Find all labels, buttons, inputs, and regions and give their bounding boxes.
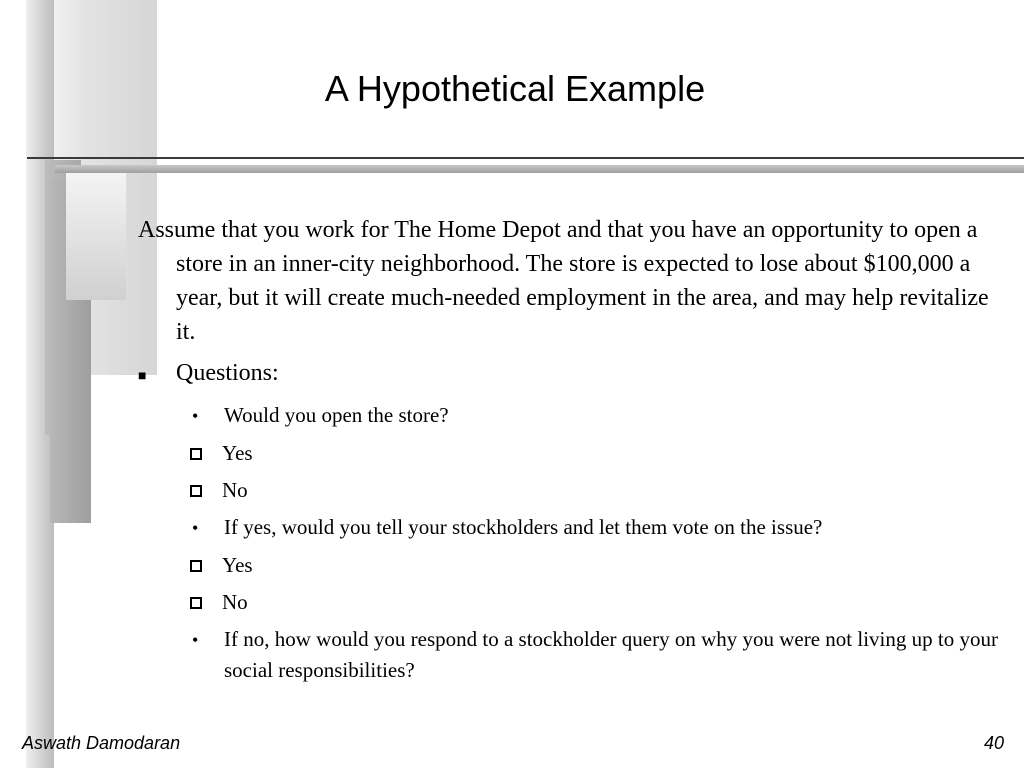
dot-bullet-icon: • <box>192 518 199 538</box>
option-text: Yes <box>222 441 253 465</box>
slide-title: A Hypothetical Example <box>324 68 706 109</box>
checkbox-icon <box>190 485 202 497</box>
option-text: No <box>222 590 248 614</box>
option-text: No <box>222 478 248 502</box>
list-item <box>190 550 998 581</box>
title-divider <box>27 157 1024 159</box>
dot-bullet-icon: • <box>192 630 199 650</box>
checkbox-icon <box>190 448 202 460</box>
list-item <box>190 512 998 544</box>
question-text: Would you open the store? <box>224 403 449 427</box>
slide-body <box>138 213 998 686</box>
square-bullet-icon: ■ <box>138 369 147 384</box>
footer-author: Aswath Damodaran <box>22 733 181 753</box>
questions-list <box>138 400 998 686</box>
option-text: Yes <box>222 553 253 577</box>
checkbox-icon <box>190 597 202 609</box>
dot-bullet-icon: • <box>192 406 199 426</box>
checkbox-icon <box>190 560 202 572</box>
list-item <box>190 400 998 432</box>
decor-bar <box>66 170 126 300</box>
list-item <box>190 624 998 686</box>
list-item <box>190 438 998 469</box>
questions-label: Questions: <box>176 360 279 386</box>
intro-paragraph: Assume that you work for The Home Depot and that you have an opportunity to open a store in an inner-city neighborhood. The store is expected to lose about $100,000 a year, but it will create much-needed employment in the area, and may help revitalize it. <box>138 217 989 345</box>
question-text: If no, how would you respond to a stockholder query on why you were not living up to your social responsibilities? <box>224 627 998 682</box>
title-divider-thick <box>55 165 1024 173</box>
page-number: 40 <box>983 733 1004 753</box>
list-item <box>190 475 998 506</box>
list-item <box>190 587 998 618</box>
question-text: If yes, would you tell your stockholders and let them vote on the issue? <box>224 515 823 539</box>
questions-heading <box>138 356 998 394</box>
